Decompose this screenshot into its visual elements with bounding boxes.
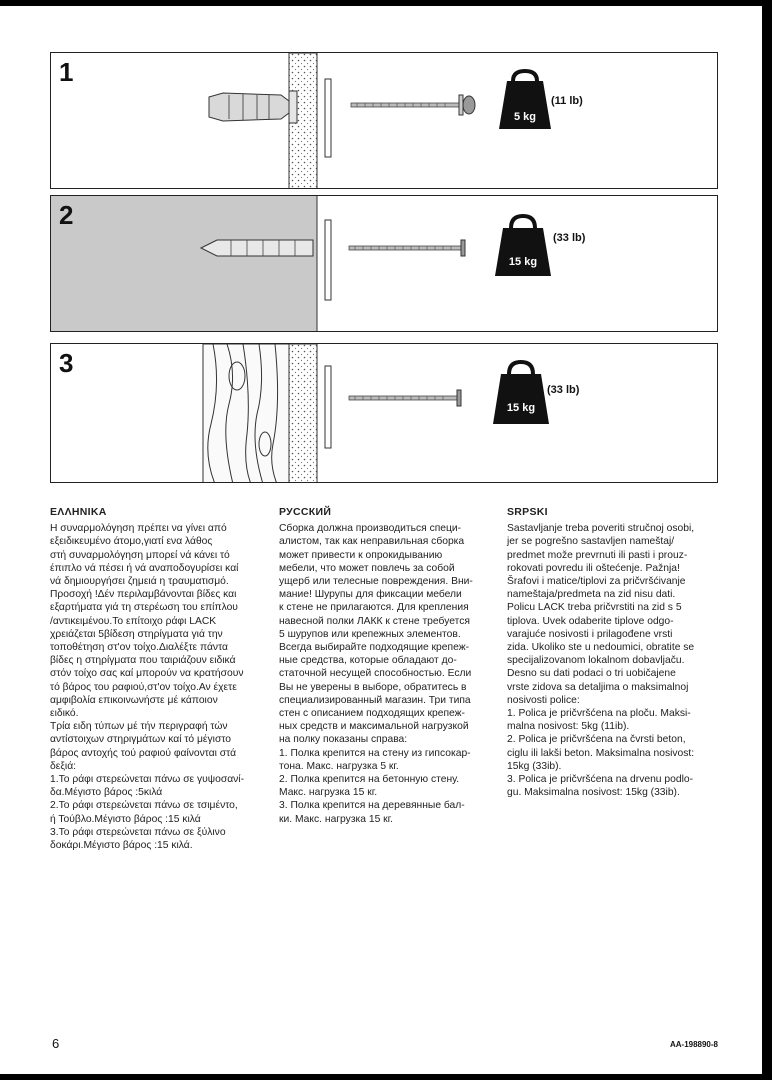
weight-lb-label: (33 lb) xyxy=(553,232,586,244)
panel-wood xyxy=(50,343,718,483)
plasterboard-anchor-illustration xyxy=(51,53,718,189)
document-code: AA-198890-8 xyxy=(669,1040,718,1049)
weight-kg-label: 15 kg xyxy=(508,256,538,268)
wood-screw-illustration xyxy=(51,344,718,483)
panel-plasterboard xyxy=(50,52,718,189)
weight-lb-label: (11 lb) xyxy=(551,95,583,107)
weight-kg-label: 5 kg xyxy=(513,111,536,123)
body-greek: Η συναρμολόγηση πρέπει να γίνει από εξειδικευμένο άτομο,γιατί ενα λάθος στή συναρμολόγηση μπορεί νά κάνει τό έπιπλο νά πέσει ή νά αναποδογυρίσει καί νά δημιουργήσει ζημειά η τραυματισμό. Προσοχή !Δέν περιλαμβάνονται βίδες και εξαρτήματα γιά τη στερέωση του επίπλου /αντικειμένου.Το επίτοιχο ράφι LACK χρειάζεται 5βίδεση στηρίγματα γιά την τοποθέτηση στ'ον τοίχο.Διαλέξτε πάντα βίδες η στηρίγματα που ταιριάζουν ειδικά στόν τοίχο σας καί μπορούν να κρατήσουν τό βάρος του ραφιού,στ'ον τοίχο.Αν έχετε αμφιβολία επικοινωνήστε μέ κάποιον ειδικό. Τρία ειδη τύπων μέ τήν περιγραφή τών αντίστοιχων στηριγμάτων καί τό μέγιστο βάρος αντοχής τού ραφιού φαίνονται στά δεξιά: 1.Το ράφι στερεώνεται πάνω σε γυψοσανί- δα.Μέγιστο βάρος :5κιλά 2.Το ράφι στερεώνεται πάνω σε τσιμέντο, ή Τούβλο.Μέγιστο βάρος :15 κιλά 3.Το ράφι στερεώνεται πάνω σε ξύλινο δοκάρι.Μέγιστο βάρος :15 κιλά. xyxy=(50,523,245,852)
concrete-anchor-illustration xyxy=(51,196,718,332)
panel-number: 2 xyxy=(59,200,74,230)
column-serbian xyxy=(507,506,719,799)
heading-serbian: SRPSKI xyxy=(507,506,548,518)
heading-greek: ΕΛΛΗΝΙΚΑ xyxy=(50,506,107,518)
weight-kg-label: 15 kg xyxy=(506,402,536,414)
page-number: 6 xyxy=(52,1036,60,1051)
weight-lb-label: (33 lb) xyxy=(547,384,580,396)
column-greek xyxy=(50,506,255,852)
body-serbian: Sastavljanje treba poveriti stručnoj osobi, jer se pogrešno sastavljen nameštaj/ predmet može prevrnuti ili pasti i prouz- rokovati povredu ili oštećenje. Pažnja! Šrafovi i matice/tiplovi za pričvršćivanje nameštaja/predmeta na zid nisu dati. Policu LACK treba pričvrstiti na zid s 5 tiplova. Uvek odaberite tiplove odgo- varajuće nosivosti i prilagođene vrsti zida. Ukoliko ste u nedoumici, obratite se specijalizovanom lokalnom dobavljaču. Desno su dati podaci o tri uobičajene vrste zidova sa detaljima o maksimalnoj nosivosti police: 1. Polica je pričvršćena na ploču. Maksi- malna nosivost: 5kg (11ib). 2. Polica je pričvršćena na čvrsti beton, ciglu ili lakši beton. Maksimalna nosivost: 15kg (33ib). 3. Polica je pričvršćena na drvenu podlo- gu. Maksimalna nosivost: 15kg (33ib). xyxy=(507,523,695,799)
heading-russian: РУССКИЙ xyxy=(279,506,332,518)
column-russian xyxy=(279,506,484,826)
panel-concrete xyxy=(50,195,718,332)
manual-page xyxy=(0,6,762,1074)
panel-number: 3 xyxy=(59,348,74,378)
panel-number: 1 xyxy=(59,57,74,87)
body-russian: Сборка должна производиться специ- алистом, так как неправильная сборка может привести к опрокидыванию мебели, что может повлечь за собой ущерб или телесные повреждения. Вни- мание! Шурупы для фиксации мебели к стене не прилагаются. Для крепления навесной полки ЛАКК к стене требуется 5 шурупов или крепежных элементов. Всегда выбирайте подходящие крепеж- ные средства, которые обладают до- статочной несущей способностью. Если Вы не уверены в выборе, обратитесь в специализированный магазин. Три типа стен с описанием подходящих крепеж- ных средств и максимальной нагрузкой на полку показаны справа: 1. Полка крепится на стену из гипсокар- тона. Макс. нагрузка 5 кг. 2. Полка крепится на бетонную стену. Макс. нагрузка 15 кг. 3. Полка крепится на деревянные бал- ки. Макс. нагрузка 15 кг. xyxy=(279,523,473,825)
